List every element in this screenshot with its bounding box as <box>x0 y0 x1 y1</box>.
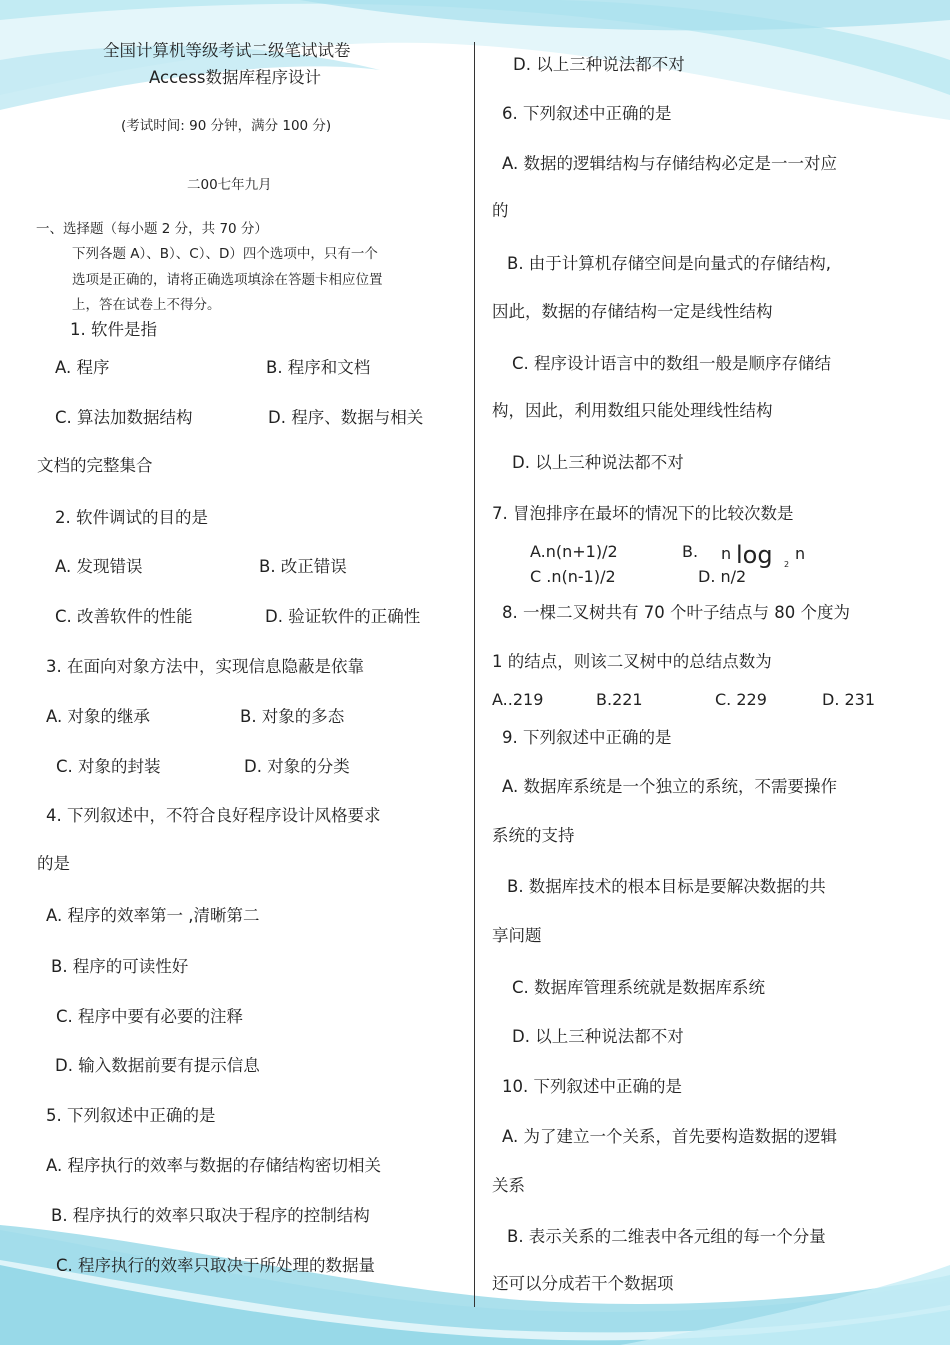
option-6b: B. 由于计算机存储空间是向量式的存储结构, <box>507 254 832 273</box>
exam-title: 全国计算机等级考试二级笔试试卷 <box>103 41 351 60</box>
option-6d: D. 以上三种说法都不对 <box>512 453 684 472</box>
option-1a: A. 程序 <box>55 358 110 377</box>
question-8-cont: 1 的结点，则该二叉树中的总结点数为 <box>492 652 772 671</box>
option-1b: B. 程序和文档 <box>266 358 371 377</box>
option-3a: A. 对象的继承 <box>46 707 150 726</box>
question-8: 8. 一棵二叉树共有 70 个叶子结点与 80 个度为 <box>502 603 850 622</box>
option-3c: C. 对象的封装 <box>56 757 161 776</box>
instructions-line: 下列各题 A）、B）、C）、D）四个选项中，只有一个 <box>72 246 378 262</box>
option-3d: D. 对象的分类 <box>244 757 350 776</box>
option-2d: D. 验证软件的正确性 <box>265 607 421 626</box>
option-8a: A..219 <box>492 690 544 709</box>
question-10: 10. 下列叙述中正确的是 <box>502 1077 682 1096</box>
option-4d: D. 输入数据前要有提示信息 <box>55 1056 260 1075</box>
option-4c: C. 程序中要有必要的注释 <box>56 1007 244 1026</box>
option-10a: A. 为了建立一个关系，首先要构造数据的逻辑 <box>502 1127 837 1146</box>
option-6c-cont: 构，因此，利用数组只能处理线性结构 <box>492 401 773 420</box>
option-4b: B. 程序的可读性好 <box>51 957 189 976</box>
option-9c: C. 数据库管理系统就是数据库系统 <box>512 978 766 997</box>
option-9b: B. 数据库技术的根本目标是要解决数据的共 <box>507 877 826 896</box>
question-5: 5. 下列叙述中正确的是 <box>46 1106 216 1125</box>
option-2a: A. 发现错误 <box>55 557 143 576</box>
option-5b: B. 程序执行的效率只取决于程序的控制结构 <box>51 1206 370 1225</box>
question-6: 6. 下列叙述中正确的是 <box>502 104 672 123</box>
question-1: 1. 软件是指 <box>70 320 157 339</box>
option-7b-log: log <box>736 541 773 569</box>
option-6a-cont: 的 <box>492 201 509 220</box>
option-7b-n2: n <box>795 544 806 563</box>
exam-time: (考试时间: 90 分钟，满分 100 分) <box>121 118 332 134</box>
option-7a: A.n(n+1)/2 <box>530 542 618 561</box>
option-7b: B. <box>682 542 699 561</box>
question-4: 4. 下列叙述中，不符合良好程序设计风格要求 <box>46 806 381 825</box>
option-8c: C. 229 <box>715 690 767 709</box>
question-4-cont: 的是 <box>37 854 70 873</box>
exam-subtitle: Access数据库程序设计 <box>149 68 321 87</box>
option-10a-cont: 关系 <box>492 1176 525 1195</box>
instructions-line: 选项是正确的，请将正确选项填涂在答题卡相应位置 <box>72 272 383 288</box>
option-2c: C. 改善软件的性能 <box>55 607 193 626</box>
option-8d: D. 231 <box>822 690 876 709</box>
option-8b: B.221 <box>596 690 643 709</box>
option-7b-base: 2 <box>784 560 790 569</box>
option-6c: C. 程序设计语言中的数组一般是顺序存储结 <box>512 354 832 373</box>
option-7b-n: n <box>721 544 732 563</box>
option-3b: B. 对象的多态 <box>240 707 345 726</box>
option-4a: A. 程序的效率第一 ,清晰第二 <box>46 906 260 925</box>
option-9b-cont: 享问题 <box>492 926 542 945</box>
option-1d-cont: 文档的完整集合 <box>37 456 153 475</box>
instructions-line: 上，答在试卷上不得分。 <box>72 297 221 313</box>
option-2b: B. 改正错误 <box>259 557 347 576</box>
column-divider <box>474 42 475 1307</box>
option-5d: D. 以上三种说法都不对 <box>513 55 685 74</box>
option-7c: C .n(n-1)/2 <box>530 567 616 586</box>
option-7d: D. n/2 <box>698 567 747 586</box>
question-2: 2. 软件调试的目的是 <box>55 508 208 527</box>
exam-date: 二00七年九月 <box>187 177 272 193</box>
option-1c: C. 算法加数据结构 <box>55 408 193 427</box>
option-9a: A. 数据库系统是一个独立的系统，不需要操作 <box>502 777 837 796</box>
question-7: 7. 冒泡排序在最坏的情况下的比较次数是 <box>492 504 794 523</box>
option-1d: D. 程序、数据与相关 <box>268 408 424 427</box>
question-3: 3. 在面向对象方法中，实现信息隐蔽是依靠 <box>46 657 364 676</box>
option-5a: A. 程序执行的效率与数据的存储结构密切相关 <box>46 1156 381 1175</box>
option-6b-cont: 因此，数据的存储结构一定是线性结构 <box>492 302 773 321</box>
option-10b-cont: 还可以分成若干个数据项 <box>492 1274 674 1293</box>
option-10b: B. 表示关系的二维表中各元组的每一个分量 <box>507 1227 826 1246</box>
option-5c: C. 程序执行的效率只取决于所处理的数据量 <box>56 1256 376 1275</box>
option-9a-cont: 系统的支持 <box>492 826 575 845</box>
option-6a: A. 数据的逻辑结构与存储结构必定是一一对应 <box>502 154 837 173</box>
option-9d: D. 以上三种说法都不对 <box>512 1027 684 1046</box>
section-heading: 一、选择题（每小题 2 分，共 70 分） <box>36 221 268 237</box>
question-9: 9. 下列叙述中正确的是 <box>502 728 672 747</box>
